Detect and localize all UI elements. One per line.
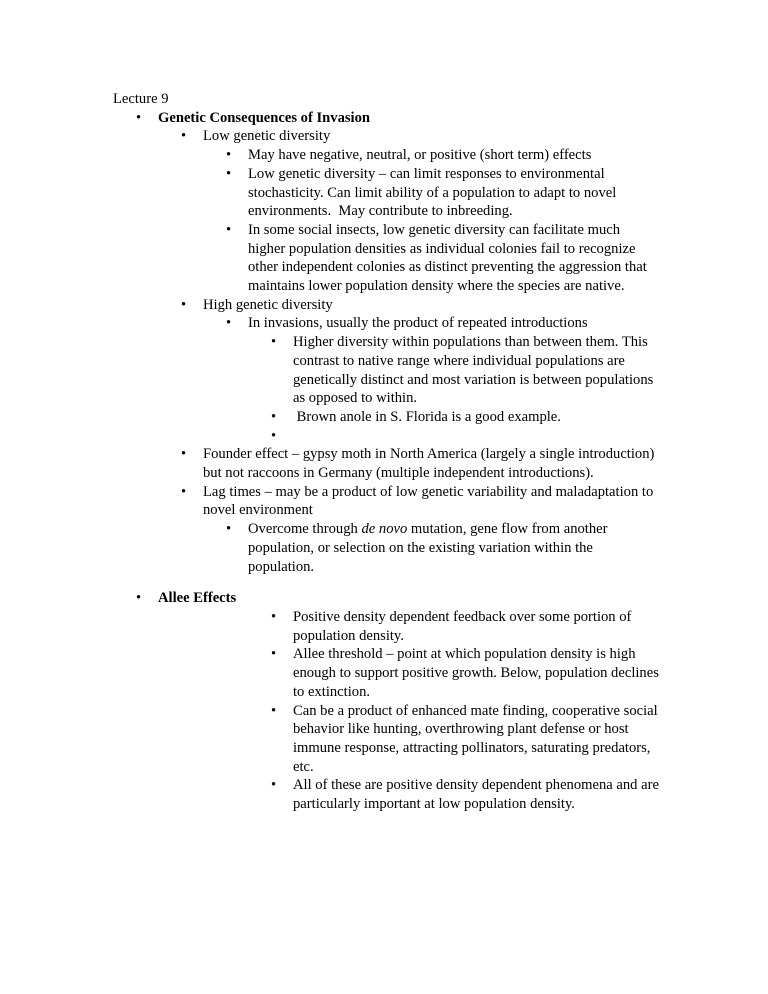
list-item bbox=[136, 109, 659, 128]
list-item bbox=[271, 408, 659, 427]
notes-list bbox=[113, 109, 663, 814]
list-item bbox=[226, 165, 659, 221]
list-item bbox=[226, 314, 659, 333]
list-item-text: Genetic Consequences of Invasion bbox=[158, 109, 371, 126]
bullet-icon: • bbox=[271, 427, 277, 444]
list-item bbox=[271, 608, 659, 645]
list-item bbox=[181, 483, 659, 520]
list-item-text: In some social insects, low genetic diversity can facilitate much higher population densities as individual colonies fail to recognize other independent colonies as distinct preventing the aggression that maintains lower population density where the species are native. bbox=[248, 221, 651, 295]
list-item-text: Positive density dependent feedback over some portion of population density. bbox=[293, 608, 636, 644]
list-item bbox=[181, 445, 659, 482]
bullet-icon: • bbox=[271, 702, 277, 719]
bullet-icon: • bbox=[136, 590, 142, 607]
document-content bbox=[113, 90, 663, 814]
list-item-text: In invasions, usually the product of repeated introductions bbox=[248, 315, 588, 332]
bullet-icon: • bbox=[271, 408, 277, 425]
list-item-text: High genetic diversity bbox=[203, 296, 333, 313]
bullet-icon: • bbox=[181, 446, 187, 463]
list-item-text: May have negative, neutral, or positive (short term) effects bbox=[248, 147, 592, 164]
list-item-text: All of these are positive density dependent phenomena and are particularly important at low population density. bbox=[293, 777, 663, 813]
bullet-icon: • bbox=[226, 165, 232, 182]
list-item-text: Lag times – may be a product of low genetic variability and maladaptation to novel environment bbox=[203, 483, 657, 519]
list-item bbox=[181, 296, 659, 315]
list-item-text: Founder effect – gypsy moth in North America (largely a single introduction) but not raccoons in Germany (multiple independent introductions). bbox=[203, 446, 659, 482]
page-title: Lecture 9 bbox=[113, 91, 169, 107]
list-item bbox=[136, 589, 659, 608]
bullet-icon: • bbox=[226, 147, 232, 164]
bullet-icon: • bbox=[226, 221, 232, 238]
list-item bbox=[271, 702, 662, 777]
bullet-icon: • bbox=[226, 521, 232, 538]
list-item-text: Overcome through de novo mutation, gene flow from another population, or selection on the existing variation within the population. bbox=[248, 521, 612, 575]
bullet-icon: • bbox=[136, 109, 142, 126]
list-item-text: Low genetic diversity – can limit responses to environmental stochasticity. Can limit ability of a population to adapt to novel environments. May contribute to inbreeding. bbox=[248, 165, 620, 220]
list-item-text: Low genetic diversity bbox=[203, 128, 331, 145]
list-item bbox=[226, 520, 659, 576]
list-item bbox=[271, 645, 663, 701]
bullet-icon: • bbox=[181, 296, 187, 313]
bullet-icon: • bbox=[271, 334, 277, 351]
list-item bbox=[226, 146, 659, 165]
list-item bbox=[226, 221, 659, 296]
bullet-icon: • bbox=[181, 483, 187, 500]
list-item bbox=[271, 427, 659, 446]
bullet-icon: • bbox=[271, 608, 277, 625]
list-item bbox=[271, 776, 663, 813]
list-item-text: Allee threshold – point at which population density is high enough to support positive growth. Below, population declines to extinction. bbox=[293, 646, 663, 700]
list-item-text: Can be a product of enhanced mate finding, cooperative social behavior like hunting, overthrowing plant defense or host immune response, attracting pollinators, saturating predators, etc. bbox=[293, 702, 662, 775]
bullet-icon: • bbox=[271, 646, 277, 663]
list-item-text: Allee Effects bbox=[158, 590, 237, 607]
list-item-text: Higher diversity within populations than between them. This contrast to native range where individual populations are genetically distinct and most variation is between populations as opposed to within. bbox=[293, 334, 657, 407]
list-item bbox=[271, 333, 659, 408]
list-item bbox=[181, 127, 659, 146]
list-item-text: Brown anole in S. Florida is a good example. bbox=[293, 408, 561, 425]
bullet-icon: • bbox=[271, 777, 277, 794]
bullet-icon: • bbox=[181, 128, 187, 145]
bullet-icon: • bbox=[226, 315, 232, 332]
